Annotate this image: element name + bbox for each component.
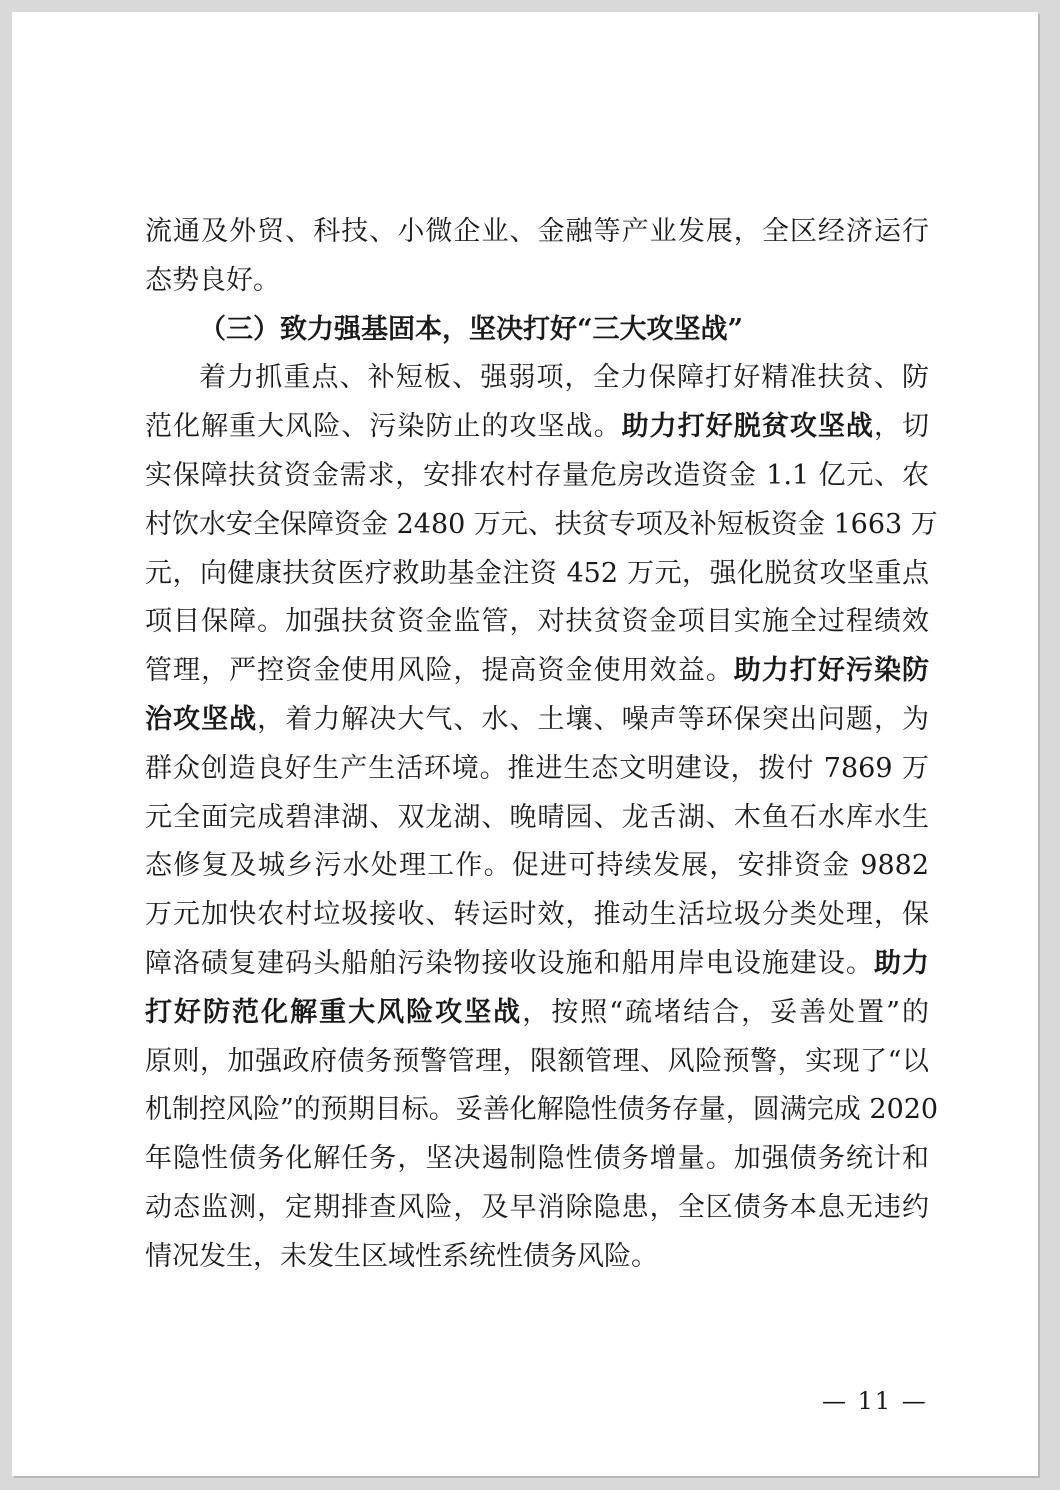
text-run: 管理，严控资金使用风险，提高资金使用效益。	[145, 655, 734, 687]
bold-text-run: 助力	[873, 947, 930, 979]
text-line: 机制控风险”的预期目标。妥善化解隐性债务存量，圆满完成 2020	[145, 1094, 939, 1126]
section-heading	[145, 306, 929, 355]
text-line: 群众创造良好生产生活环境。推进生态文明建设，拨付 7869 万	[145, 752, 929, 784]
text-line: 村饮水安全保障资金 2480 万元、扶贫专项及补短板资金 1663 万	[145, 508, 938, 540]
text-line: 元全面完成碧津湖、双龙湖、晚晴园、龙舌湖、木鱼石水库水生	[145, 801, 929, 833]
text-run: 范化解重大风险、污染防止的攻坚战。	[145, 411, 622, 443]
text-line	[145, 696, 929, 745]
text-line: 原则，加强政府债务预警管理，限额管理、风险预警，实现了“以	[145, 1045, 929, 1077]
text-line: 万元加快农村垃圾接收、转运时效，推动生活垃圾分类处理，保	[145, 899, 929, 931]
text-line: 流通及外贸、科技、小微企业、金融等产业发展，全区经济运行	[145, 216, 929, 247]
body-text	[145, 208, 939, 1282]
text-line: 实保障扶贫资金需求，安排农村存量危房改造资金 1.1 亿元、农	[145, 459, 929, 491]
text-line: 动态监测，定期排查风险，及早消除隐患，全区债务本息无违约	[145, 1191, 929, 1223]
text-line: 情况发生，未发生区域性系统性债务风险。	[145, 1240, 658, 1272]
text-run: 障洛碛复建码头船舶污染物接收设施和船用岸电设施建设。	[145, 947, 874, 979]
text-run: ，着力解决大气、水、土壤、噪声等环保突出问题，为	[257, 703, 930, 735]
text-line: 态势良好。	[145, 264, 280, 296]
text-line: 项目保障。加强扶贫资金监管，对扶贫资金项目实施全过程绩效	[145, 606, 929, 638]
text-line: 态修复及城乡污水处理工作。促进可持续发展，安排资金 9882	[145, 850, 929, 882]
text-line: 年隐性债务化解任务，坚决遏制隐性债务增量。加强债务统计和	[145, 1143, 929, 1175]
text-line	[145, 403, 929, 452]
document-page	[12, 12, 1038, 1476]
bold-text-run: 打好防范化解重大风险攻坚战	[145, 996, 523, 1028]
text-run: ，切	[873, 411, 930, 443]
text-line: 着力抓重点、补短板、强弱项，全力保障打好精准扶贫、防	[199, 362, 929, 394]
section-heading-text: （三）致力强基固本，坚决打好“三大攻坚战”	[199, 313, 744, 345]
text-line	[145, 940, 929, 989]
page-number: — 11 —	[822, 1387, 928, 1415]
text-run: ，按照“疏堵结合，妥善处置”的	[522, 996, 929, 1028]
text-line	[145, 647, 929, 696]
text-line	[145, 989, 929, 1038]
text-line: 元，向健康扶贫医疗救助基金注资 452 万元，强化脱贫攻坚重点	[145, 557, 929, 589]
bold-text-run: 治攻坚战	[145, 703, 258, 735]
bold-text-run: 助力打好脱贫攻坚战	[621, 411, 874, 443]
bold-text-run: 助力打好污染防	[733, 655, 930, 687]
